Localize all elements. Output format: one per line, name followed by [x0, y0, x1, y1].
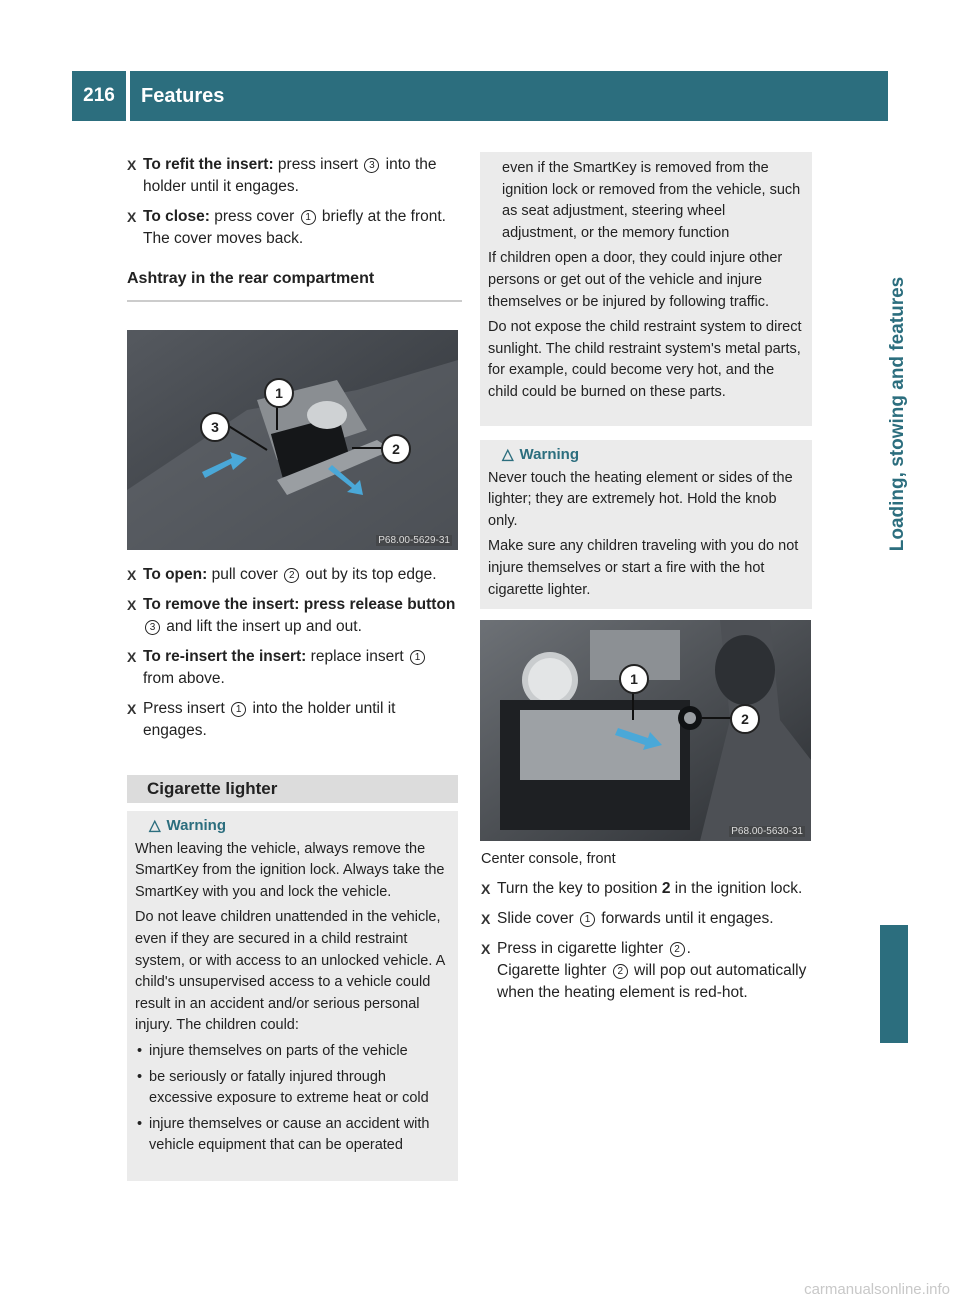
instruction-step: X Slide cover 1 forwards until it engages.: [481, 908, 816, 930]
callout-ref: 3: [145, 620, 160, 635]
step-arrow-icon: X: [481, 881, 491, 897]
warning-box-1-continued: [480, 152, 812, 426]
instruction-step: X Press in cigarette lighter 2 . Cigarette lighter 2 will pop out automatically when the heating element is red-hot.: [481, 940, 807, 1001]
step-arrow-icon: X: [127, 157, 137, 173]
warning-paragraph: Do not leave children unattended in the vehicle, even if they are secured in a child restraint system, or with access to an unlocked vehicle. A child's unsupervised access to a vehicle could result in an accident and/or serious personal injury. The children could:: [135, 909, 445, 1034]
left-column-top: [127, 154, 462, 302]
warning-title: △ Warning: [488, 444, 804, 466]
section-heading-bar: [127, 775, 458, 803]
warning-triangle-icon: △: [149, 817, 161, 834]
callout-2: 2: [730, 704, 760, 734]
instruction-step: X Turn the key to position 2 in the ignition lock.: [481, 878, 816, 900]
step-arrow-icon: X: [127, 649, 137, 665]
callout-ref: 2: [670, 942, 685, 957]
watermark: carmanualsonline.info: [804, 1281, 950, 1298]
warning-paragraph: Make sure any children traveling with you do not injure themselves or start a fire with the hot cigarette lighter.: [488, 538, 799, 598]
callout-ref: 2: [613, 964, 628, 979]
warning-title: △ Warning: [135, 815, 450, 837]
step-arrow-icon: X: [481, 941, 491, 957]
callout-ref: 1: [301, 210, 316, 225]
subsection-heading: Ashtray in the rear compartment: [127, 268, 462, 302]
instruction-step: X To remove the insert: press release button 3 and lift the insert up and out.: [127, 596, 456, 635]
warning-paragraph: Do not expose the child restraint system to direct sunlight. The child restraint system's metal parts, for example, could become very hot, and the child could be burned on these parts.: [488, 319, 802, 400]
warning-box-2: [480, 440, 812, 609]
step-arrow-icon: X: [127, 701, 137, 717]
warning-triangle-icon: △: [502, 446, 514, 463]
instruction-step: X To close: press cover 1 briefly at the front. The cover moves back.: [127, 208, 446, 247]
warning-paragraph: If children open a door, they could injure other persons or get out of the vehicle and injure themselves or be injured by following traffic.: [488, 250, 783, 310]
chapter-tab-label: Loading, stowing and features: [887, 276, 908, 552]
section-title: Cigarette lighter: [147, 779, 278, 798]
right-column-steps: [481, 878, 816, 1012]
warning-bullet-continued: even if the SmartKey is removed from the ignition lock or removed from the vehicle, such as seat adjustment, steering wheel adjustment, or the memory function: [502, 160, 801, 241]
page-header: [72, 71, 888, 121]
callout-2: 2: [381, 434, 411, 464]
instruction-step: X To open: pull cover 2 out by its top edge.: [127, 564, 462, 586]
figure-caption: Center console, front: [481, 851, 616, 867]
ashtray-figure: [127, 330, 458, 550]
instruction-step: X To refit the insert: press insert 3 into the holder until it engages.: [127, 156, 437, 195]
step-arrow-icon: X: [127, 567, 137, 583]
warning-bullet: • be seriously or fatally injured through excessive exposure to extreme heat or cold: [135, 1067, 450, 1110]
warning-paragraph: Never touch the heating element or sides of the lighter; they are extremely hot. Hold the knob only.: [488, 469, 793, 529]
callout-ref: 1: [580, 912, 595, 927]
warning-bullet: • injure themselves on parts of the vehicle: [135, 1041, 450, 1063]
callout-ref: 3: [364, 158, 379, 173]
instruction-step: X To re-insert the insert: replace insert 1 from above.: [127, 646, 462, 690]
page-title: Features: [141, 85, 225, 107]
callout-1: 1: [619, 664, 649, 694]
instruction-step: X Press insert 1 into the holder until it engages.: [127, 700, 396, 739]
warning-box-1: [127, 811, 458, 1181]
callout-ref: 1: [410, 650, 425, 665]
step-arrow-icon: X: [127, 597, 137, 613]
step-arrow-icon: X: [127, 209, 137, 225]
figure-code: P68.00-5630-31: [731, 826, 803, 837]
left-column-steps: [127, 564, 462, 750]
warning-bullet: • injure themselves or cause an accident with vehicle equipment that can be operated: [135, 1114, 450, 1157]
chapter-tab-marker: [880, 925, 908, 1043]
callout-1: 1: [264, 378, 294, 408]
callout-ref: 2: [284, 568, 299, 583]
warning-paragraph: When leaving the vehicle, always remove the SmartKey from the ignition lock. Always take the SmartKey with you and lock the vehicle.: [135, 840, 445, 900]
figure-code: P68.00-5629-31: [378, 535, 450, 546]
callout-ref: 1: [231, 702, 246, 717]
callout-3: 3: [200, 412, 230, 442]
step-arrow-icon: X: [481, 911, 491, 927]
center-console-figure: [480, 620, 811, 841]
page-number: 216: [83, 85, 115, 106]
center-console-illustration: [480, 620, 811, 841]
header-divider: [126, 71, 130, 121]
